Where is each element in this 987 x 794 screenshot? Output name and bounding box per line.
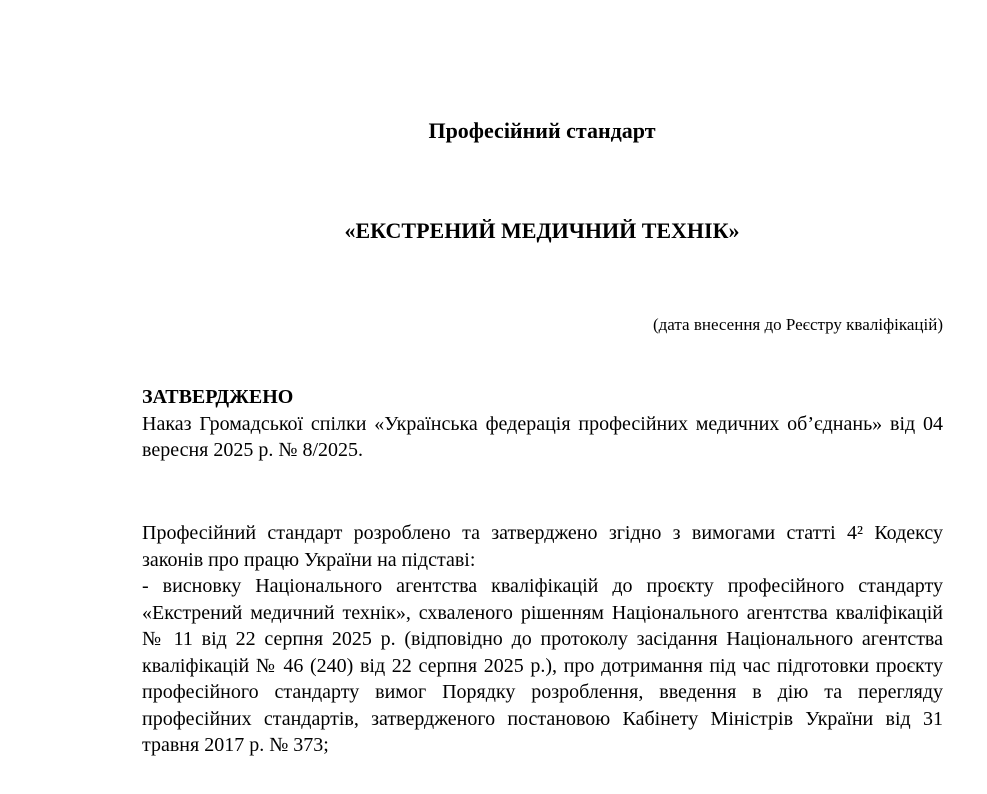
legal-basis-item: - висновку Національного агентства кваліфікацій до проєкту професійного стандарту «Екстрений медичний технік», схваленого рішенням Національного агентства кваліфікацій № 11 від 22 серпня 2025 р. (відповідно до протоколу засідання Національного агентства кваліфікацій № 46 (240) від 22 серпня 2025 р.), про дотримання під час підготовки проєкту професійного стандарту вимог Порядку розроблення, введення в дію та перегляду професійних стандартів, затвердженого постановою Кабінету Міністрів України від 31 травня 2017 р. № 373; — [142, 575, 943, 756]
approved-order-text: Наказ Громадської спілки «Українська федерація професійних медичних об’єднань» від 04 вересня 2025 р. № 8/2025. — [142, 412, 943, 461]
approval-block — [142, 384, 943, 464]
approved-heading: ЗАТВЕРДЖЕНО — [142, 386, 294, 408]
registry-date-note: (дата внесення до Реєстру кваліфікацій) — [652, 315, 943, 334]
legal-basis-paragraph: Професійний стандарт розроблено та затверджено згідно з вимогами статті 4² Кодексу законів про працю України на підставі: — [142, 522, 943, 571]
legal-basis-block — [142, 520, 943, 759]
document-title: Професійний стандарт — [428, 118, 656, 143]
standard-name: «ЕКСТРЕНИЙ МЕДИЧНИЙ ТЕХНІК» — [344, 218, 740, 243]
